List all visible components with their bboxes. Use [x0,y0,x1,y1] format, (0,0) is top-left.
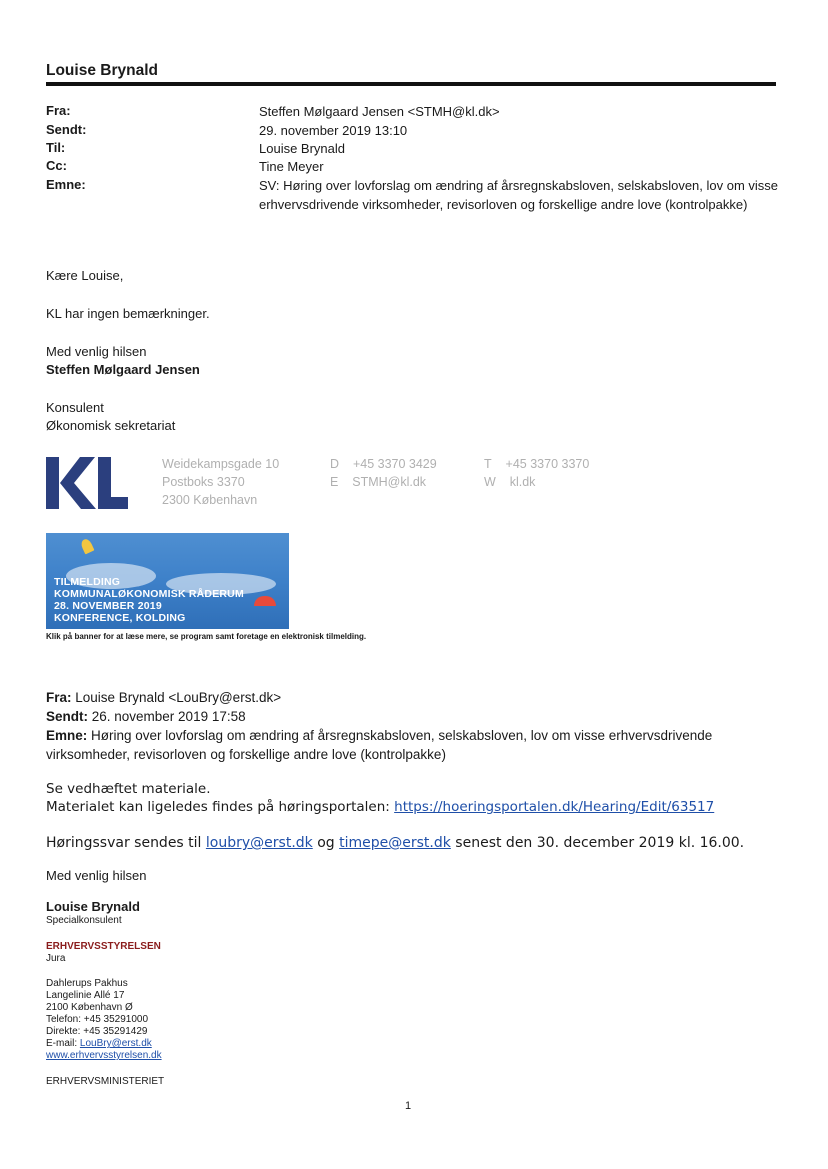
subject-label: Emne: [46,177,86,192]
header-rule [46,82,776,86]
kl-t-value: +45 3370 3370 [505,457,590,471]
fwd-sent-label: Sendt: [46,709,88,724]
erst-email-link[interactable]: LouBry@erst.dk [79,1038,152,1049]
erst-title: Specialkonsulent [46,915,122,926]
erst-unit: Jura [46,953,66,964]
kl-address-2: Postboks 3370 [162,475,245,489]
erst-addr-2: Langelinie Allé 17 [46,990,125,1001]
sender-title: Konsulent [46,400,104,415]
to-value: Louise Brynald [259,141,345,156]
kl-address-3: 2300 København [162,493,258,507]
from-label: Fra: [46,103,71,118]
kl-address-1: Weidekampsgade 10 [162,457,280,471]
from-value: Steffen Mølgaard Jensen <STMH@kl.dk> [259,104,500,119]
reply-closing: Med venlig hilsen [46,344,147,359]
kite-icon [80,538,95,555]
cc-label: Cc: [46,158,67,173]
deadline-email-1[interactable]: loubry@erst.dk [205,835,313,851]
banner-caption: Klik på banner for at læse mere, se program samt foretage en elektronisk tilmelding. [46,632,367,641]
fwd-closing: Med venlig hilsen [46,868,147,883]
deadline-text-2: og [312,835,340,851]
erst-name: Louise Brynald [46,899,140,914]
banner-line-1: TILMELDING [54,576,121,588]
page-number: 1 [405,1100,412,1112]
fwd-from-label: Fra: [46,690,72,705]
banner-line-3: 28. NOVEMBER 2019 [54,600,162,612]
portal-text: Materialet kan ligeledes findes på høringsportalen: [46,799,395,815]
fwd-subject-label: Emne: [46,728,88,743]
portal-link[interactable]: https://hoeringsportalen.dk/Hearing/Edit/63517 [394,799,715,815]
conference-banner[interactable] [46,533,289,629]
erst-addr-1: Dahlerups Pakhus [46,978,128,989]
banner-line-4: KONFERENCE, KOLDING [54,612,186,624]
kl-e-value[interactable]: STMH@kl.dk [352,475,427,489]
owner-name: Louise Brynald [46,62,158,79]
kl-logo[interactable] [46,457,130,509]
erst-ministry: ERHVERVSMINISTERIET [46,1076,165,1087]
erst-addr-3: 2100 København Ø [46,1002,133,1013]
kl-t-label: T [484,457,492,471]
parachute-icon [254,596,276,606]
kl-e-label: E [330,475,339,489]
kl-d-value: +45 3370 3429 [352,457,437,471]
fwd-subject-value: Høring over lovforslag om ændring af årsregnskabsloven, selskabsloven, lov om visse erhvervsdrivende virksomheder, revisorloven og forskellige andre love (kontrolpakke) [46,728,713,762]
fwd-from-value: Louise Brynald <LouBry@erst.dk> [71,690,282,705]
kl-d-label: D [330,457,340,471]
reply-body: KL har ingen bemærkninger. [46,306,210,321]
banner-line-2: KOMMUNALØKONOMISK RÅDERUM [54,588,244,600]
attached-note: Se vedhæftet materiale. [46,781,211,797]
kl-w-value[interactable]: kl.dk [509,475,536,489]
erst-web-link[interactable]: www.erhvervsstyrelsen.dk [46,1050,162,1061]
to-label: Til: [46,140,66,155]
deadline-email-2[interactable]: timepe@erst.dk [339,835,451,851]
erst-phone: Telefon: +45 35291000 [46,1014,149,1025]
sender-name: Steffen Mølgaard Jensen [46,362,200,377]
erst-email-label: E-mail: [46,1038,80,1049]
erst-direct: Direkte: +45 35291429 [46,1026,148,1037]
sent-label: Sendt: [46,122,87,137]
cc-value: Tine Meyer [259,159,324,174]
erst-org: ERHVERVSSTYRELSEN [46,941,161,952]
deadline-text-3: senest den 30. december 2019 kl. 16.00. [450,835,745,851]
fwd-sent-value: 26. november 2019 17:58 [88,709,246,724]
greeting: Kære Louise, [46,268,124,283]
sent-value: 29. november 2019 13:10 [259,123,408,138]
subject-value: SV: Høring over lovforslag om ændring af årsregnskabsloven, selskabsloven, lov om visse erhvervsdrivende virksomheder, revisorloven og forskellige andre love (kontrolpakke) [259,178,779,212]
deadline-text-1: Høringssvar sendes til [46,835,206,851]
kl-w-label: W [484,475,496,489]
sender-department: Økonomisk sekretariat [46,418,176,433]
